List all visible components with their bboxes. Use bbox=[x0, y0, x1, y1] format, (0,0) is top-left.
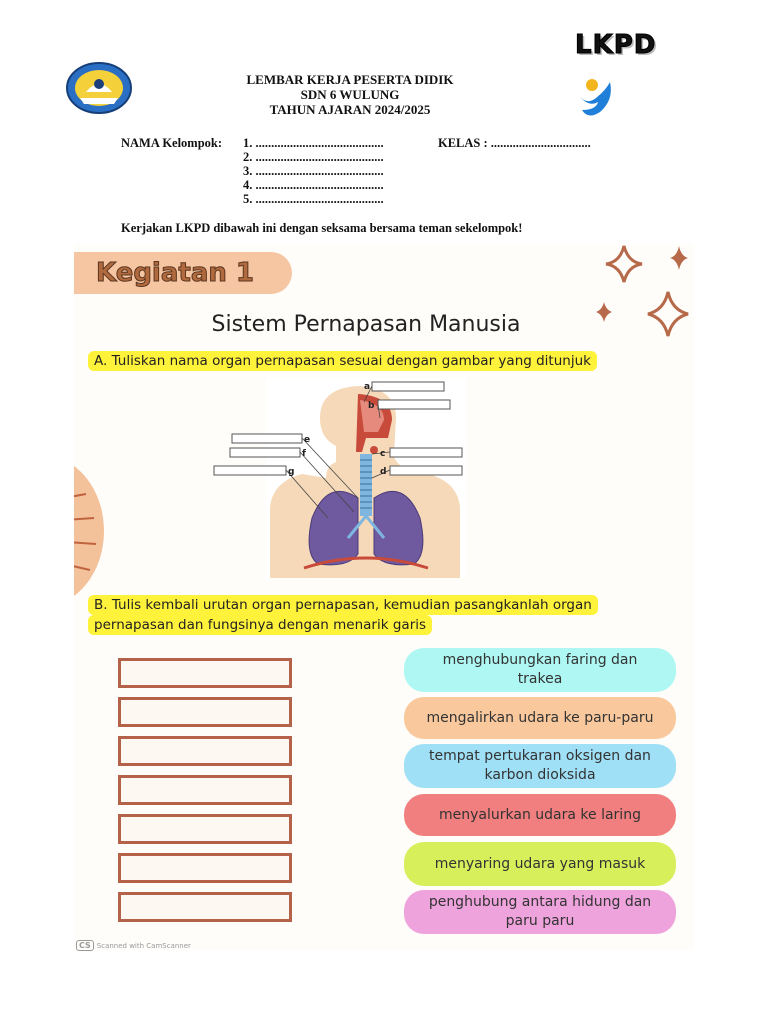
section-b-instruction-line2: pernapasan dan fungsinya dengan menarik garis bbox=[88, 614, 432, 636]
group-name-label: NAMA Kelompok: bbox=[121, 136, 223, 150]
worksheet-panel bbox=[74, 244, 694, 950]
diagram-label-c: c bbox=[380, 449, 386, 459]
member-line-1[interactable]: 1. ......................................... bbox=[243, 136, 384, 150]
topic-title: Sistem Pernapasan Manusia bbox=[211, 312, 521, 337]
organ-answer-box-2[interactable] bbox=[118, 697, 292, 727]
diagram-label-b: b bbox=[368, 401, 375, 411]
camscanner-badge: CS bbox=[76, 940, 94, 951]
function-option-1[interactable] bbox=[404, 648, 676, 692]
organ-answer-box-6[interactable] bbox=[118, 853, 292, 883]
member-line-2[interactable]: 2. ......................................... bbox=[243, 150, 384, 164]
diagram-label-d: d bbox=[380, 467, 387, 477]
camscanner-text: Scanned with CamScanner bbox=[96, 942, 191, 950]
section-b-instruction: B. Tulis kembali urutan organ pernapasan, kemudian pasangkanlah organ bbox=[88, 594, 598, 616]
member-line-3[interactable]: 3. ......................................... bbox=[243, 164, 384, 178]
function-option-text: tempat pertukaran oksigen dan karbon dioksida bbox=[429, 748, 651, 783]
function-option-text: penghubung antara hidung dan paru paru bbox=[428, 894, 652, 929]
diagram-label-e: e bbox=[304, 435, 311, 445]
sun-decoration-icon bbox=[74, 456, 104, 606]
function-option-text: menyalurkan udara ke laring bbox=[439, 806, 641, 823]
header-school: SDN 6 WULUNG bbox=[300, 87, 400, 102]
organ-answer-box-1[interactable] bbox=[118, 658, 292, 688]
organ-answer-box-3[interactable] bbox=[118, 736, 292, 766]
function-option-2[interactable] bbox=[404, 697, 676, 739]
function-option-text: mengalirkan udara ke paru-paru bbox=[426, 709, 654, 726]
diagram-label-a: a bbox=[364, 382, 371, 392]
organ-answer-box-7[interactable] bbox=[118, 892, 292, 922]
function-option-5[interactable] bbox=[404, 842, 676, 886]
activity-title: Kegiatan 1 bbox=[74, 252, 292, 294]
instruction-text: Kerjakan LKPD dibawah ini dengan seksama bersama teman sekelompok! bbox=[121, 221, 523, 235]
organ-answer-box-5[interactable] bbox=[118, 814, 292, 844]
member-line-4[interactable]: 4. ......................................... bbox=[243, 178, 384, 192]
member-line-5[interactable]: 5. ......................................... bbox=[243, 192, 384, 206]
diagram-label-f: f bbox=[302, 449, 306, 459]
header-title: LEMBAR KERJA PESERTA DIDIK bbox=[246, 72, 454, 87]
lkpd-logo: LKPD bbox=[575, 30, 657, 60]
kemendikbud-figure-icon bbox=[576, 76, 616, 120]
function-option-4[interactable] bbox=[404, 794, 676, 836]
class-field[interactable]: KELAS : ................................ bbox=[438, 136, 591, 150]
function-option-6[interactable] bbox=[404, 890, 676, 934]
function-option-3[interactable] bbox=[404, 744, 676, 788]
camscanner-watermark bbox=[76, 940, 191, 951]
function-option-text: menyaring udara yang masuk bbox=[434, 855, 646, 872]
diagram-label-g: g bbox=[288, 467, 295, 477]
organ-answer-box-4[interactable] bbox=[118, 775, 292, 805]
header-year: TAHUN AJARAN 2024/2025 bbox=[269, 102, 431, 117]
function-option-text: menghubungkan faring dan trakea bbox=[442, 652, 638, 687]
respiratory-system-diagram bbox=[208, 378, 528, 578]
section-a-instruction: A. Tuliskan nama organ pernapasan sesuai dengan gambar yang ditunjuk bbox=[88, 350, 597, 372]
